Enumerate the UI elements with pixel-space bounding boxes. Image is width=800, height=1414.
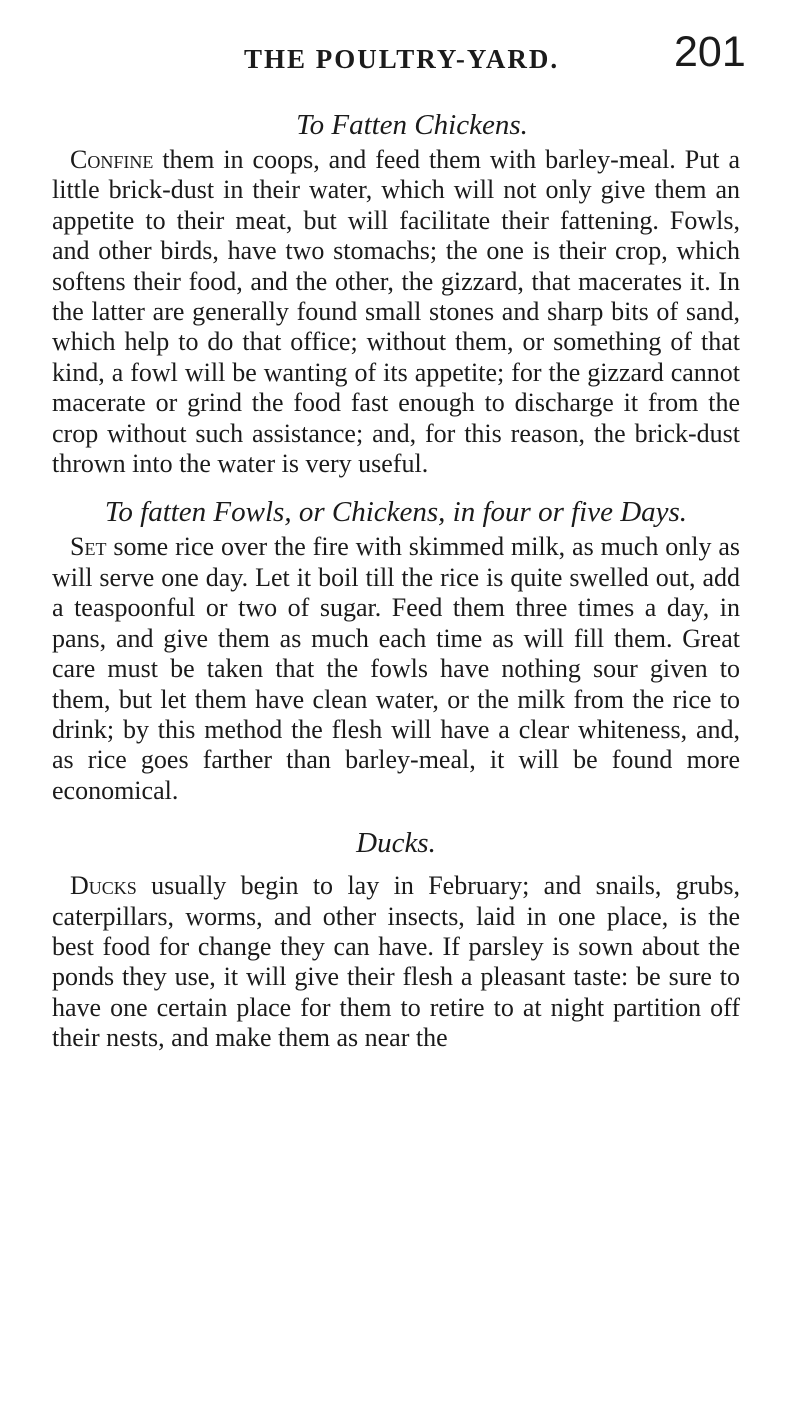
paragraph-fatten-fowls: [52, 532, 740, 806]
paragraph-text: usually begin to lay in February; and snails, grubs, caterpillars, worms, and other insects, laid in one place, is the best food for change they can have. If parsley is sown about the ponds they use, it will give their flesh a pleasant taste: be sure to have one certain place for them to retire to at night partition off their nests, and make them as near the: [52, 871, 740, 1053]
section-heading-fatten-chickens: To Fatten Chickens.: [296, 109, 528, 141]
section-heading-fatten-fowls: To fatten Fowls, or Chickens, in four or five Days.: [104, 496, 688, 529]
paragraph-text: them in coops, and feed them with barley-meal. Put a little brick-dust in their water, which will not only give them an appetite to their meat, but will facilitate their fattening. Fowls, and other birds, have two stomachs; the one is their crop, which softens their food, and the other, the gizzard, that macerates it. In the latter are generally found small stones and sharp bits of sand, which help to do that office; without them, or something of that kind, a fowl will be wanting of its appetite; for the gizzard cannot macerate or grind the food fast enough to discharge it from the crop without such assistance; and, for this reason, the brick-dust thrown into the water is very useful.: [52, 145, 740, 479]
paragraph-text: some rice over the fire with skimmed milk, as much only as will serve one day. Let it boil till the rice is quite swelled out, add a teaspoonful or two of sugar. Feed them three times a day, in pans, and give them as much each time as will fill them. Great care must be taken that the fowls have nothing sour given to them, but let them have clean water, or the milk from the rice to drink; by this method the flesh will have a clear whiteness, and, as rice goes farther than barley-meal, it will be found more economical.: [52, 532, 740, 805]
paragraph-fatten-chickens: [52, 145, 740, 479]
running-head: [0, 14, 800, 76]
lead-word: Ducks: [70, 871, 137, 901]
page-number: 201: [674, 28, 746, 76]
lead-word: Set: [70, 532, 107, 562]
page-text: [52, 106, 740, 1054]
lead-word: Confine: [70, 145, 154, 174]
paragraph-ducks: [52, 871, 740, 1053]
section-heading-ducks: Ducks.: [356, 827, 436, 860]
running-title: THE POULTRY-YARD.: [244, 44, 560, 74]
